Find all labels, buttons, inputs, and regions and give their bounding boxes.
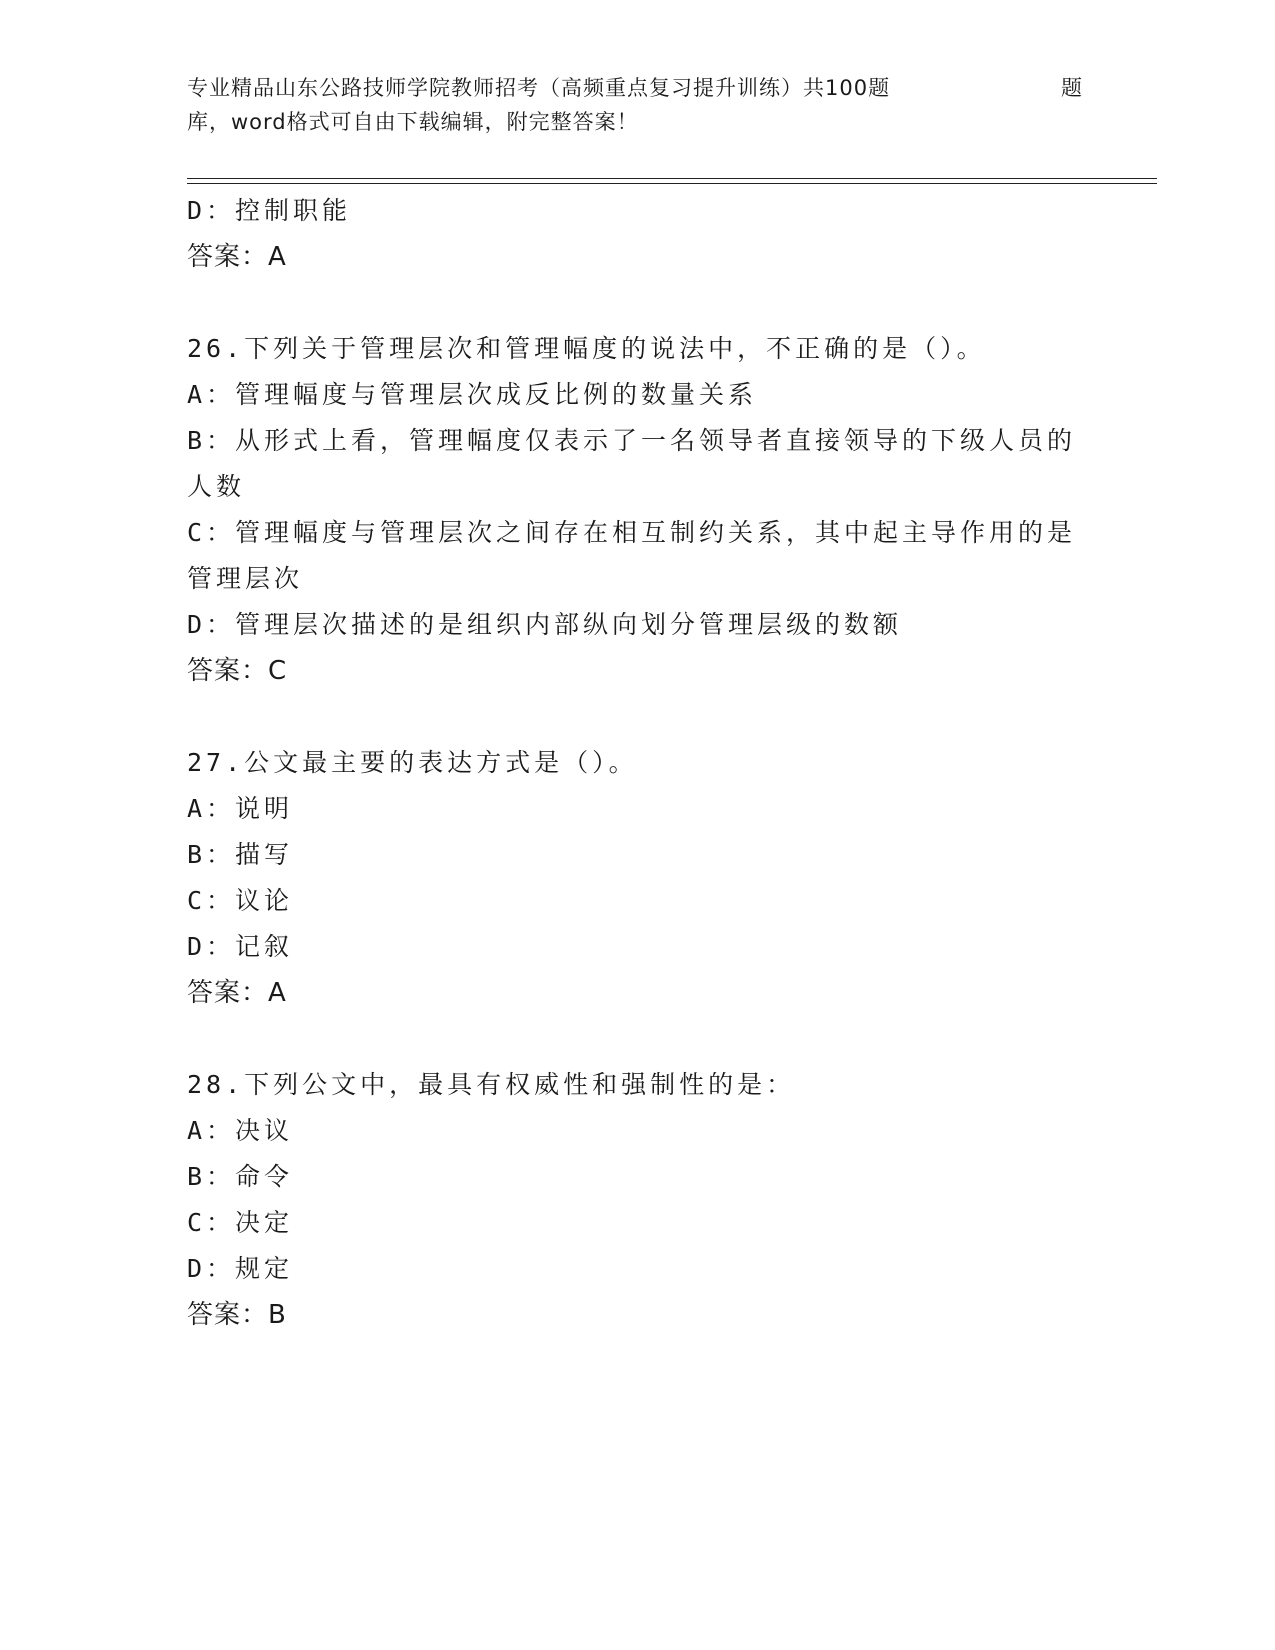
header-divider-top: [187, 178, 1157, 179]
answer-option: C：决定: [187, 1208, 294, 1237]
answer-option: A：说明: [187, 794, 294, 823]
answer-option: B：从形式上看，管理幅度仅表示了一名领导者直接领导的下级人员的: [187, 426, 1077, 455]
header-title-line-1: 专业精品山东公路技师学院教师招考（高频重点复习提升训练）共100题: [187, 76, 891, 100]
answer-option: B：描写: [187, 840, 294, 869]
question-stem: 26.下列关于管理层次和管理幅度的说法中，不正确的是（）。: [187, 334, 986, 363]
answer-key: 答案：A: [187, 242, 287, 272]
answer-option: C：管理幅度与管理层次之间存在相互制约关系，其中起主导作用的是: [187, 518, 1077, 547]
question-spacer: [187, 280, 1087, 326]
header-divider-bottom: [187, 183, 1157, 184]
answer-option: C：议论: [187, 886, 294, 915]
answer-option: B：命令: [187, 1162, 294, 1191]
answer-option: D：记叙: [187, 932, 294, 961]
answer-key: 答案：B: [187, 1300, 287, 1330]
header-title-line-2: 库，word格式可自由下载编辑，附完整答案！: [187, 110, 639, 134]
question-spacer: [187, 694, 1087, 740]
answer-option: D：管理层次描述的是组织内部纵向划分管理层级的数额: [187, 610, 903, 639]
question-list: [187, 188, 1087, 1338]
question-stem: 27.公文最主要的表达方式是（）。: [187, 748, 638, 777]
question-stem: 28.下列公文中，最具有权威性和强制性的是：: [187, 1070, 796, 1099]
answer-option: D：控制职能: [187, 196, 352, 225]
answer-key: 答案：C: [187, 656, 288, 686]
answer-key: 答案：A: [187, 978, 287, 1008]
answer-option: A：管理幅度与管理层次成反比例的数量关系: [187, 380, 758, 409]
answer-option: 管理层次: [187, 564, 304, 593]
answer-option: A：决议: [187, 1116, 294, 1145]
answer-option: D：规定: [187, 1254, 294, 1283]
header-title-line-1-tail: 题: [1061, 76, 1083, 100]
answer-option: 人数: [187, 472, 246, 501]
question-spacer: [187, 1016, 1087, 1062]
